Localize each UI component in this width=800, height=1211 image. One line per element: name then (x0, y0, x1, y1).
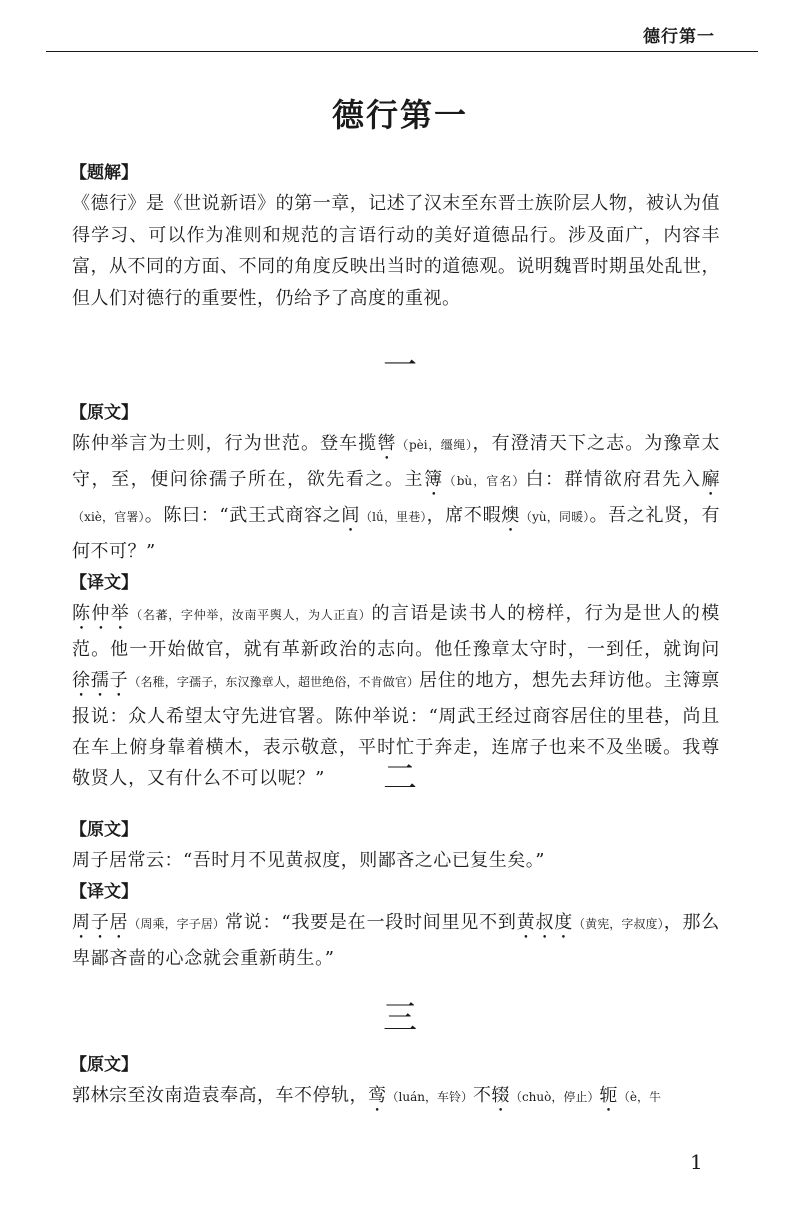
section-1-original (72, 398, 720, 794)
original-text: 周子居常云：“吾时月不见黄叔度，则鄙吝之心已复生矣。” (72, 850, 545, 871)
section-2-original (72, 815, 720, 974)
page-number: 1 (690, 1150, 703, 1174)
section-number: 三 (383, 998, 417, 1038)
intro-text: 《德行》是《世说新语》的第一章，记述了汉末至东晋士族阶层人物，被认为值得学习、可以作为准则和规范的言语行动的美好道德品行。涉及面广，内容丰富，从不同的方面、不同的角度反映出当时的道德观。说明魏晋时期虽处乱世，但人们对德行的重要性，仍给予了高度的重视。 (72, 193, 720, 309)
chapter-title: 德行第一 (331, 96, 468, 134)
original-label: 【原文】 (70, 403, 138, 423)
section-number: 二 (383, 758, 417, 798)
original-text: 郭林宗至汝南造袁奉高，车不停轨，鸾（luán，车铃）不辍（chuò，停止）轭（è，牛 (72, 1085, 661, 1106)
original-label: 【原文】 (70, 820, 138, 840)
running-header: 德行第一 (643, 27, 715, 47)
translation-text: 周子居（周乘，字子居）常说：“我要是在一段时间里见不到黄叔度（黄宪，字叔度），那么卑鄙吝啬的心念就会重新萌生。” (72, 911, 720, 969)
original-text: 陈仲举言为士则，行为世范。登车揽辔（pèi，缰绳），有澄清天下之志。为豫章太守，至，便问徐孺子所在，欲先看之。主簿（bù，官名）白：群情欲府君先入廨（xiè，官署）。陈曰：“武王式商容之闾（lǘ，里巷），席不暇燠（yù，同暖）。吾之礼贤，有何不可？” (72, 433, 721, 562)
translation-label: 【译文】 (70, 572, 138, 593)
intro-label: 【题解】 (70, 163, 138, 183)
header-rule (46, 51, 758, 52)
original-label: 【原文】 (70, 1055, 138, 1075)
intro-block (72, 158, 720, 314)
translation-text: 陈仲举（名蕃，字仲举，汝南平舆人，为人正直）的言语是读书人的榜样，行为是世人的模范。他一开始做官，就有革新政治的志向。他任豫章太守时，一到任，就询问徐孺子（名稚，字孺子，东汉豫章人，超世绝俗，不肯做官）居住的地方，想先去拜访他。主簿禀报说：众人希望太守先进官署。陈仲举说：“周武王经过商容居住的里巷，尚且在车上俯身靠着横木，表示敬意，平时忙于奔走，连席子也来不及坐暖。我尊敬贤人，又有什么不可以呢？” (72, 602, 720, 789)
section-number: 一 (383, 346, 417, 386)
section-3-original (72, 1050, 720, 1116)
translation-label: 【译文】 (70, 881, 138, 902)
